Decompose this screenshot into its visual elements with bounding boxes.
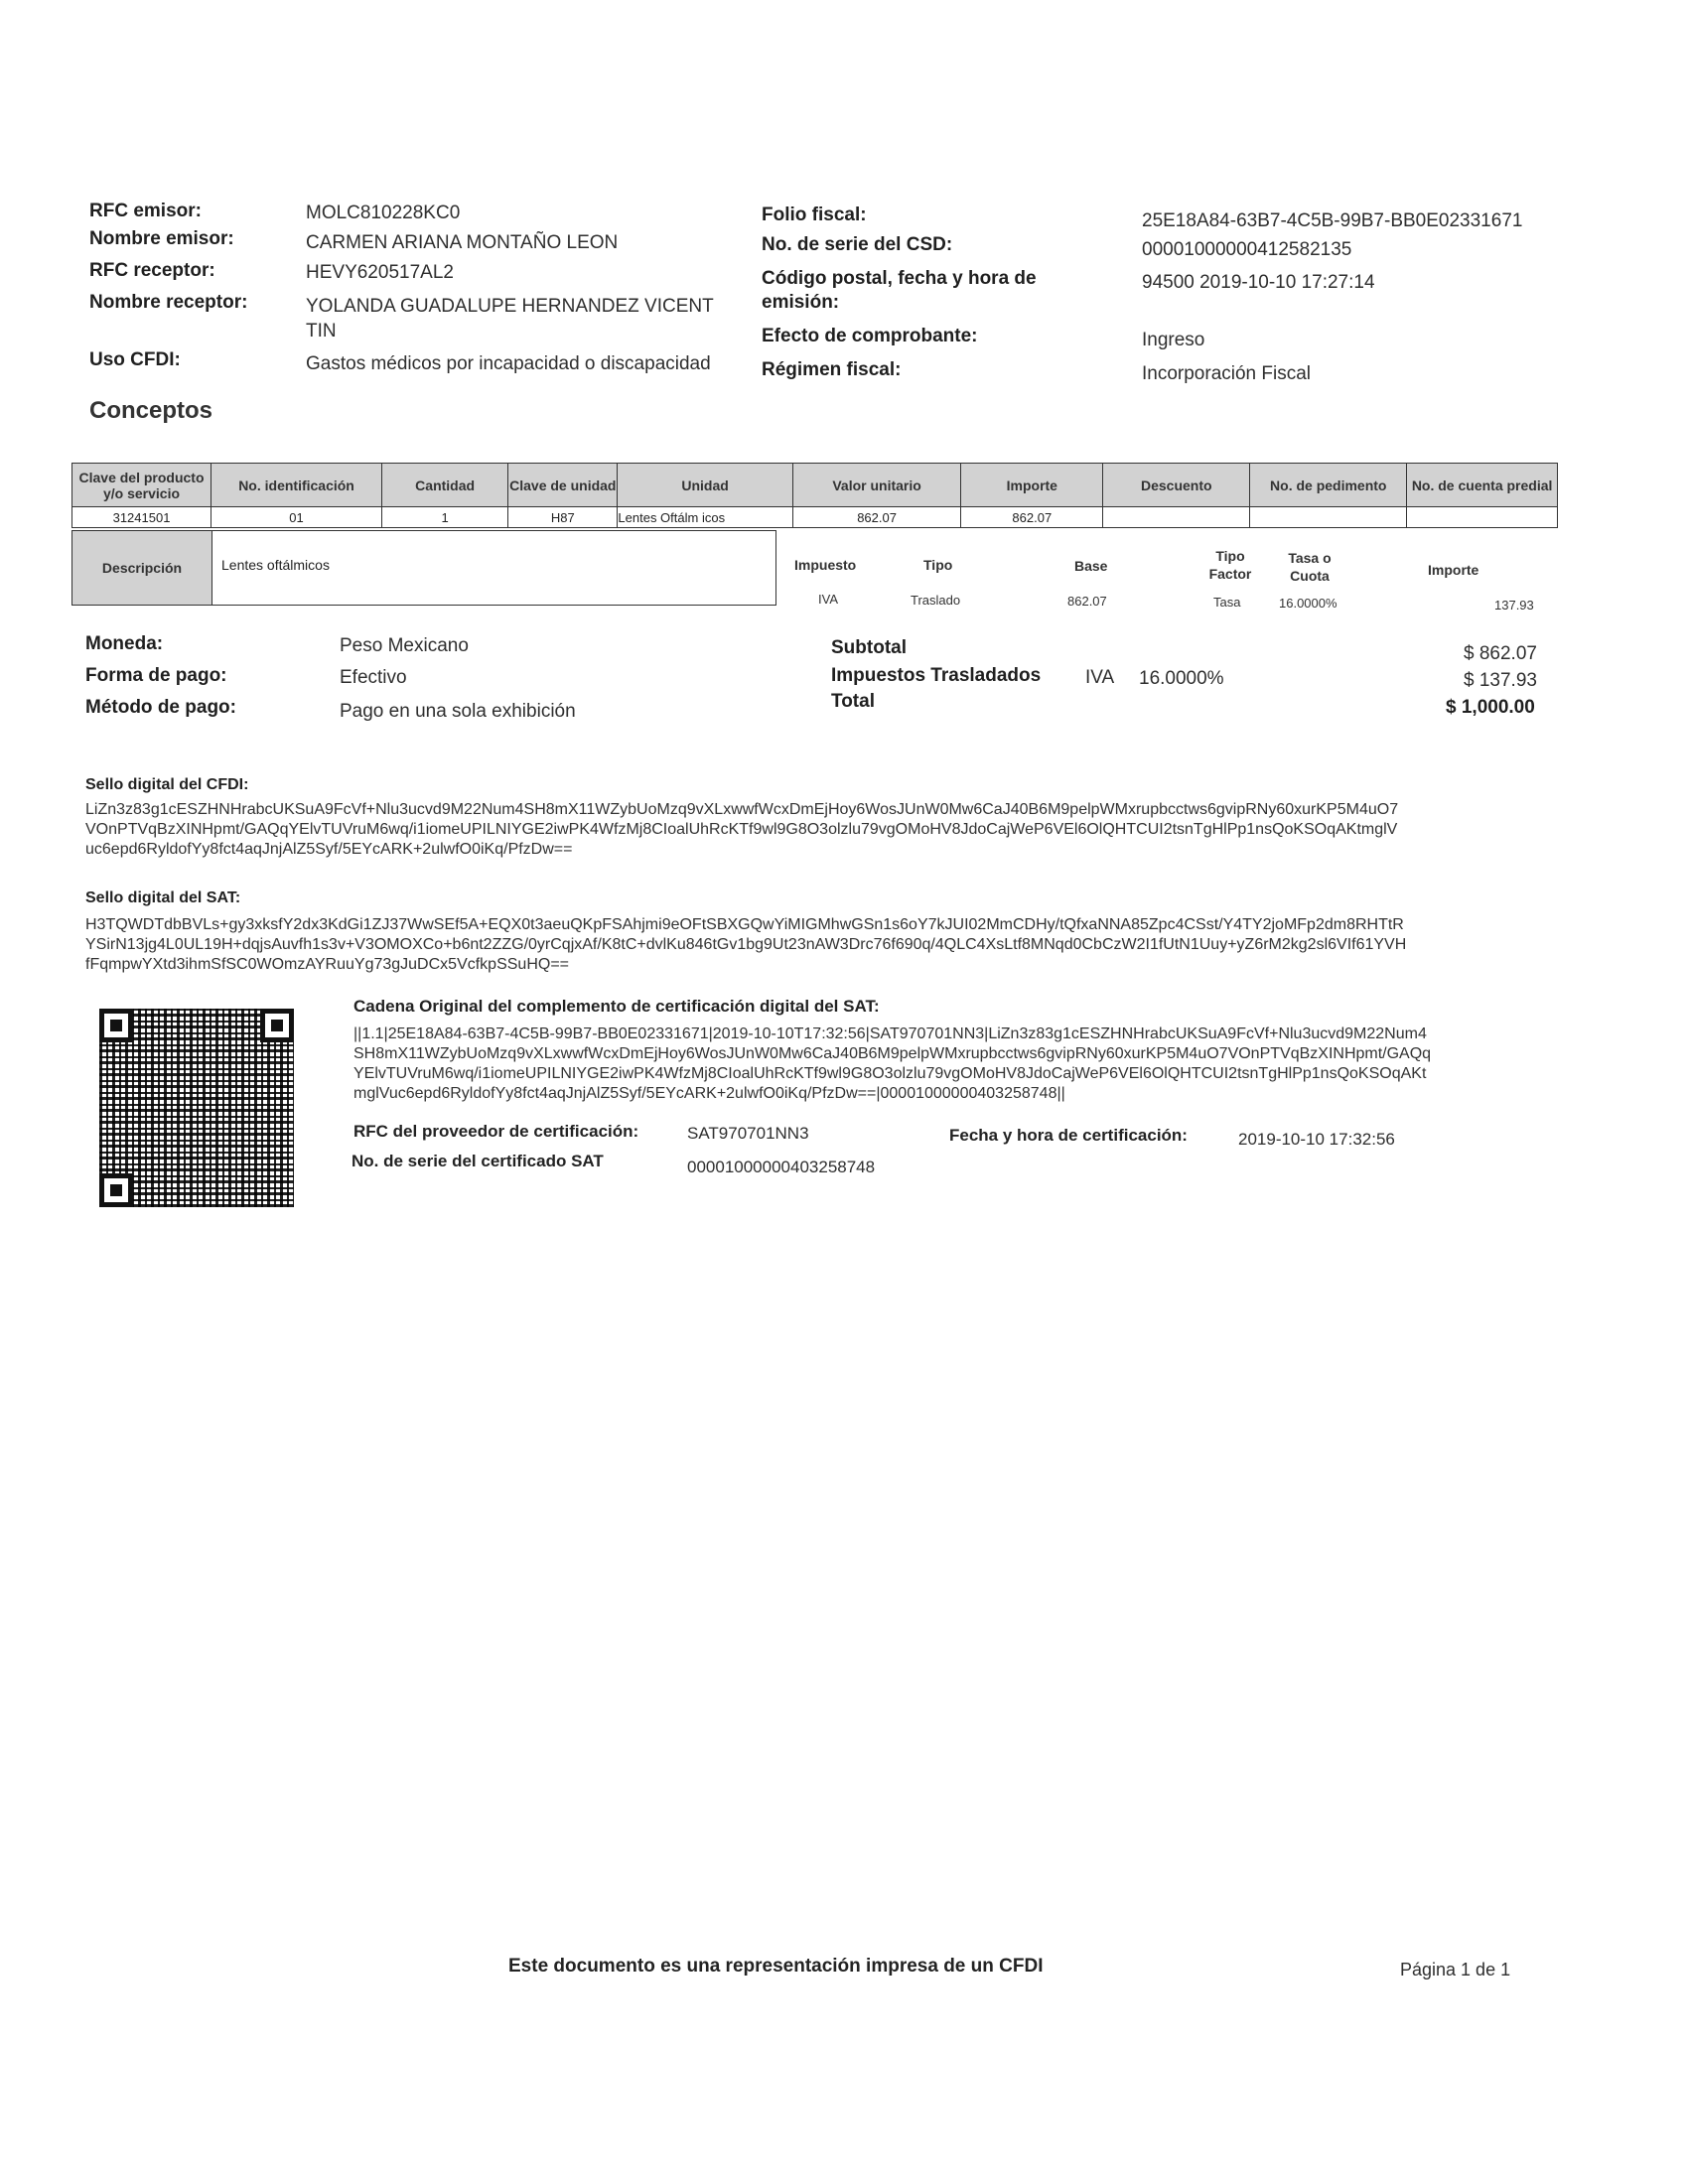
table-row xyxy=(72,507,1558,528)
th-cuenta-predial: No. de cuenta predial xyxy=(1407,464,1558,507)
rfc-proveedor-label: RFC del proveedor de certificación: xyxy=(353,1122,639,1141)
tax-tipo-factor-value: Tasa xyxy=(1213,595,1241,610)
folio-fiscal-label: Folio fiscal: xyxy=(762,205,867,225)
cell-descuento xyxy=(1103,507,1250,528)
tax-tipo-header: Tipo xyxy=(923,557,953,573)
descripcion-value: Lentes oftálmicos xyxy=(221,557,330,573)
nombre-receptor-value-cont: TIN xyxy=(306,321,337,341)
sello-cfdi-line: LiZn3z83g1cESZHNHrabcUKSuA9FcVf+Nlu3ucvd9M22Num4SH8mX11WZybUoMzq9vXLxwwfWcxDmEjHoy6WosJUnW0Mw6CaJ40B6M9pelpWMxrupbcctws6gvipRNy60xurKP5M4uO7 xyxy=(85,801,1399,818)
nombre-receptor-value: YOLANDA GUADALUPE HERNANDEZ VICENT xyxy=(306,296,714,317)
total-value: $ 1,000.00 xyxy=(1446,697,1535,718)
forma-pago-label: Forma de pago: xyxy=(85,665,227,686)
impuestos-trasladados-label: Impuestos Trasladados xyxy=(831,665,1042,686)
cadena-line: SH8mX11WZybUoMzq9vXLxwwfWcxDmEjHoy6WosJUnW0Mw6CaJ40B6M9pelpWMxrupbcctws6gvipRNy60xurKP5M4uO7VOnPTVqBzXINHpmt/GAQq xyxy=(353,1045,1432,1062)
qr-finder xyxy=(260,1009,294,1042)
rfc-receptor-value: HEVY620517AL2 xyxy=(306,262,454,283)
cell-clave-unidad: H87 xyxy=(508,507,618,528)
cadena-line: YElvTUVruM6wq/i1iomeUPILNIYGE2iwPK4WfzMj8CIoalUhRcKTf9wl9G8O3olzlu79vgOMoHV8JdoCajWeP6VEl6OlQHTCUI2tsnTgHlPp1nsQoKSOqAKt xyxy=(353,1065,1427,1082)
tax-tasa-cuota-value: 16.0000% xyxy=(1279,596,1337,611)
cell-clave-producto: 31241501 xyxy=(72,507,211,528)
cell-importe: 862.07 xyxy=(961,507,1103,528)
fecha-certificacion-value: 2019-10-10 17:32:56 xyxy=(1238,1130,1395,1149)
efecto-label: Efecto de comprobante: xyxy=(762,326,978,346)
cadena-line: ||1.1|25E18A84-63B7-4C5B-99B7-BB0E02331671|2019-10-10T17:32:56|SAT970701NN3|LiZn3z83g1cESZHNHrabcUKSuA9FcVf+Nlu3ucvd9M22Num4 xyxy=(353,1025,1427,1042)
serie-csd-value: 00001000000412582135 xyxy=(1142,239,1352,260)
total-label: Total xyxy=(831,691,875,712)
th-no-identificacion: No. identificación xyxy=(211,464,382,507)
efecto-value: Ingreso xyxy=(1142,330,1205,350)
sello-sat-label: Sello digital del SAT: xyxy=(85,889,241,906)
th-importe: Importe xyxy=(961,464,1103,507)
tax-impuesto-header: Impuesto xyxy=(794,557,857,573)
descripcion-label: Descripción xyxy=(72,531,212,605)
th-descuento: Descuento xyxy=(1103,464,1250,507)
tax-tipo-factor-header: Tipo Factor xyxy=(1208,548,1252,582)
tax-tasa-cuota-header: Tasa o Cuota xyxy=(1288,550,1332,584)
moneda-value: Peso Mexicano xyxy=(340,635,469,656)
th-unidad: Unidad xyxy=(618,464,792,507)
moneda-label: Moneda: xyxy=(85,633,164,654)
th-valor-unitario: Valor unitario xyxy=(792,464,961,507)
sello-cfdi-label: Sello digital del CFDI: xyxy=(85,776,249,793)
tax-importe-header: Importe xyxy=(1428,562,1479,578)
cadena-value xyxy=(353,1024,1555,1104)
codigo-postal-value: 94500 2019-10-10 17:27:14 xyxy=(1142,272,1375,293)
metodo-pago-label: Método de pago: xyxy=(85,697,236,718)
th-no-pedimento: No. de pedimento xyxy=(1250,464,1407,507)
uso-cfdi-value: Gastos médicos por incapacidad o discapacidad xyxy=(306,353,711,374)
cell-no-identificacion: 01 xyxy=(211,507,382,528)
sello-sat-line: H3TQWDTdbBVLs+gy3xksfY2dx3KdGi1ZJ37WwSEf5A+EQX0t3aeuQKpFSAhjmi9eOFtSBXGQwYiMIGMhwGSn1s6oY7kJUI02MmCDHy/tQfxaNNA85Zpc4CSst/Y4TY2joMFp2dm8RHTtR xyxy=(85,916,1404,933)
tax-base-value: 862.07 xyxy=(1067,594,1107,609)
nombre-receptor-label: Nombre receptor: xyxy=(89,292,248,313)
cell-cuenta-predial xyxy=(1407,507,1558,528)
subtotal-label: Subtotal xyxy=(831,637,907,658)
descripcion-box xyxy=(71,530,776,606)
impuestos-tasa: 16.0000% xyxy=(1139,668,1224,689)
subtotal-value: $ 862.07 xyxy=(1464,643,1537,664)
serie-certificado-label: No. de serie del certificado SAT xyxy=(352,1152,604,1170)
cadena-label: Cadena Original del complemento de certificación digital del SAT: xyxy=(353,997,880,1016)
tax-importe-value: 137.93 xyxy=(1494,598,1534,613)
th-cantidad: Cantidad xyxy=(382,464,508,507)
sello-cfdi-value xyxy=(85,800,1555,860)
sello-sat-line: fFqmpwYXtd3ihmSfSC0WOmzAYRuuYg73gJuDCx5VcfkpSSuHQ== xyxy=(85,956,570,973)
cell-unidad: Lentes Oftálm icos xyxy=(618,507,792,528)
rfc-emisor-label: RFC emisor: xyxy=(89,201,202,221)
cell-no-pedimento xyxy=(1250,507,1407,528)
th-clave-unidad: Clave de unidad xyxy=(508,464,618,507)
cadena-line: mglVuc6epd6RyldofYy8fct4aqJnjAlZ5Syf/5EYcARK+2ulwfO0iKq/PfzDw==|00001000000403258748|| xyxy=(353,1085,1065,1102)
fecha-certificacion-label: Fecha y hora de certificación: xyxy=(949,1126,1188,1145)
footer-note: Este documento es una representación impresa de un CFDI xyxy=(508,1956,1044,1977)
impuestos-tipo: IVA xyxy=(1085,667,1115,688)
qr-finder xyxy=(99,1173,133,1207)
page-number: Página 1 de 1 xyxy=(1400,1960,1511,1979)
tax-base-header: Base xyxy=(1074,558,1108,574)
codigo-postal-label-cont: emisión: xyxy=(762,292,840,313)
regimen-value: Incorporación Fiscal xyxy=(1142,363,1312,384)
qr-code xyxy=(99,1009,294,1207)
nombre-emisor-value: CARMEN ARIANA MONTAÑO LEON xyxy=(306,232,619,253)
forma-pago-value: Efectivo xyxy=(340,667,407,688)
conceptos-title: Conceptos xyxy=(89,397,213,424)
impuestos-value: $ 137.93 xyxy=(1464,670,1537,691)
cell-cantidad: 1 xyxy=(382,507,508,528)
serie-csd-label: No. de serie del CSD: xyxy=(762,234,953,255)
th-clave-producto: Clave del producto y/o servicio xyxy=(72,464,211,507)
rfc-receptor-label: RFC receptor: xyxy=(89,260,215,281)
sello-cfdi-line: uc6epd6RyldofYy8fct4aqJnjAlZ5Syf/5EYcARK+2ulwfO0iKq/PfzDw== xyxy=(85,841,573,858)
tax-tipo-value: Traslado xyxy=(911,593,961,608)
regimen-label: Régimen fiscal: xyxy=(762,359,902,380)
sello-cfdi-line: VOnPTVqBzXINHpmt/GAQqYElvTUVruM6wq/i1iomeUPILNIYGE2iwPK4WfzMj8CIoalUhRcKTf9wl9G8O3olzlu79vgOMoHV8JdoCajWeP6VEl6OlQHTCUI2tsnTgHlPp1nsQoKSOqAKtmglV xyxy=(85,821,1398,838)
codigo-postal-label: Código postal, fecha y hora de xyxy=(762,268,1037,289)
serie-certificado-value: 00001000000403258748 xyxy=(687,1158,876,1176)
tax-impuesto-value: IVA xyxy=(818,592,838,607)
metodo-pago-value: Pago en una sola exhibición xyxy=(340,701,576,722)
rfc-emisor-value: MOLC810228KC0 xyxy=(306,203,461,223)
qr-finder xyxy=(99,1009,133,1042)
nombre-emisor-label: Nombre emisor: xyxy=(89,228,234,249)
rfc-proveedor-value: SAT970701NN3 xyxy=(687,1124,809,1143)
uso-cfdi-label: Uso CFDI: xyxy=(89,349,181,370)
cell-valor-unitario: 862.07 xyxy=(792,507,961,528)
sello-sat-value xyxy=(85,915,1555,975)
conceptos-table xyxy=(71,463,1558,528)
sello-sat-line: YSirN13jg4L0UL19H+dqjsAuvfh1s3v+V3OMOXCo+b6nt2ZZG/0yrCqjxAf/K8tC+dvlKu846tGv1bg9Ut23nAW3Drc76f690q/4QLC4XsLtf8MNqd0CbCzW2I1fUtN1Uuy+yZ6rM2kg2sl6VIf61YVH xyxy=(85,936,1407,953)
folio-fiscal-value: 25E18A84-63B7-4C5B-99B7-BB0E02331671 xyxy=(1142,210,1523,231)
